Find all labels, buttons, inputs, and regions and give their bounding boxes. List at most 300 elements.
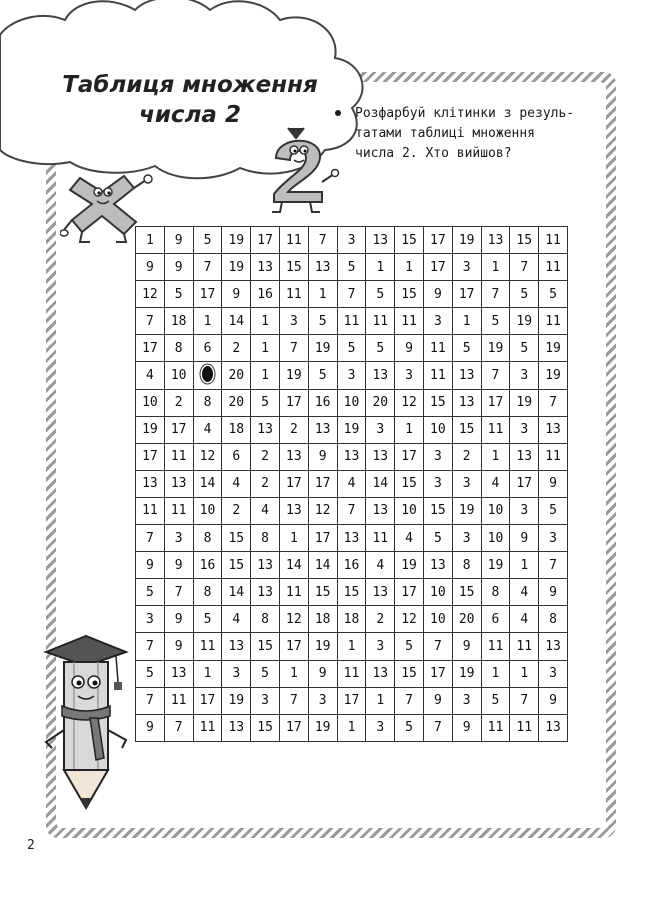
grid-cell[interactable]: 19: [539, 335, 568, 362]
grid-cell[interactable]: 7: [539, 552, 568, 579]
grid-cell[interactable]: 14: [193, 470, 222, 497]
grid-cell[interactable]: 10: [423, 416, 452, 443]
grid-cell[interactable]: 16: [337, 552, 366, 579]
grid-cell[interactable]: 3: [222, 660, 251, 687]
grid-cell[interactable]: 13: [510, 443, 539, 470]
grid-cell[interactable]: 7: [481, 362, 510, 389]
grid-cell[interactable]: 16: [251, 281, 280, 308]
grid-cell[interactable]: 15: [222, 552, 251, 579]
grid-cell[interactable]: 9: [308, 660, 337, 687]
grid-cell[interactable]: 3: [251, 687, 280, 714]
grid-cell[interactable]: 17: [193, 281, 222, 308]
grid-cell[interactable]: 8: [193, 525, 222, 552]
grid-cell[interactable]: 14: [308, 552, 337, 579]
grid-cell[interactable]: 11: [279, 579, 308, 606]
grid-cell[interactable]: 4: [251, 497, 280, 524]
grid-cell[interactable]: 17: [423, 660, 452, 687]
grid-cell[interactable]: 9: [452, 714, 481, 741]
grid-cell[interactable]: 13: [279, 443, 308, 470]
grid-cell[interactable]: 7: [164, 714, 193, 741]
grid-cell[interactable]: 8: [251, 606, 280, 633]
grid-row: [136, 525, 568, 552]
grid-cell[interactable]: 1: [452, 308, 481, 335]
grid-cell[interactable]: 9: [452, 633, 481, 660]
grid-cell[interactable]: 5: [366, 281, 395, 308]
grid-cell[interactable]: 9: [136, 552, 165, 579]
grid-cell[interactable]: 20: [222, 362, 251, 389]
grid-row: [136, 308, 568, 335]
grid-cell[interactable]: 11: [539, 443, 568, 470]
grid-cell[interactable]: 20: [366, 389, 395, 416]
grid-cell[interactable]: 5: [136, 660, 165, 687]
grid-cell[interactable]: 9: [539, 470, 568, 497]
grid-cell[interactable]: 13: [136, 470, 165, 497]
grid-cell[interactable]: 19: [136, 416, 165, 443]
grid-cell[interactable]: 19: [510, 389, 539, 416]
grid-cell[interactable]: 6: [481, 606, 510, 633]
grid-cell[interactable]: 19: [481, 335, 510, 362]
grid-cell[interactable]: 11: [481, 416, 510, 443]
grid-cell[interactable]: 11: [481, 714, 510, 741]
grid-cell[interactable]: 9: [136, 254, 165, 281]
grid-cell[interactable]: 17: [279, 714, 308, 741]
grid-cell[interactable]: 4: [222, 606, 251, 633]
grid-cell[interactable]: 2: [452, 443, 481, 470]
grid-cell[interactable]: 11: [164, 443, 193, 470]
grid-cell[interactable]: 2: [251, 443, 280, 470]
grid-cell[interactable]: 12: [279, 606, 308, 633]
grid-cell[interactable]: 4: [510, 579, 539, 606]
pencil-graduate-character-icon: [38, 630, 133, 820]
grid-cell[interactable]: 19: [308, 335, 337, 362]
grid-cell[interactable]: 13: [423, 552, 452, 579]
grid-cell[interactable]: 15: [395, 470, 424, 497]
grid-cell[interactable]: 10: [136, 389, 165, 416]
grid-cell[interactable]: 15: [423, 497, 452, 524]
grid-cell[interactable]: 11: [423, 335, 452, 362]
grid-cell[interactable]: 13: [222, 714, 251, 741]
grid-cell[interactable]: 17: [395, 443, 424, 470]
grid-cell[interactable]: 5: [539, 497, 568, 524]
grid-cell[interactable]: 17: [423, 227, 452, 254]
grid-cell[interactable]: 13: [539, 416, 568, 443]
grid-cell[interactable]: 15: [395, 227, 424, 254]
grid-cell[interactable]: 15: [395, 281, 424, 308]
grid-cell[interactable]: 17: [279, 389, 308, 416]
grid-cell[interactable]: 1: [251, 362, 280, 389]
grid-cell[interactable]: 11: [279, 227, 308, 254]
grid-cell[interactable]: 8: [452, 552, 481, 579]
grid-cell[interactable]: 15: [395, 660, 424, 687]
grid-cell[interactable]: 13: [539, 714, 568, 741]
grid-cell-filled[interactable]: [193, 362, 222, 389]
grid-cell[interactable]: 17: [136, 443, 165, 470]
grid-cell[interactable]: 4: [395, 525, 424, 552]
grid-cell[interactable]: 4: [337, 470, 366, 497]
grid-cell[interactable]: 9: [222, 281, 251, 308]
grid-cell[interactable]: 11: [423, 362, 452, 389]
grid-cell[interactable]: 5: [366, 335, 395, 362]
grid-cell[interactable]: 2: [222, 335, 251, 362]
grid-cell[interactable]: 3: [423, 308, 452, 335]
grid-cell[interactable]: 4: [366, 552, 395, 579]
grid-cell[interactable]: 7: [337, 497, 366, 524]
grid-cell[interactable]: 19: [279, 362, 308, 389]
grid-cell[interactable]: 7: [308, 227, 337, 254]
grid-cell[interactable]: 13: [366, 362, 395, 389]
grid-cell[interactable]: 19: [510, 308, 539, 335]
grid-cell[interactable]: 3: [510, 497, 539, 524]
grid-cell[interactable]: 7: [510, 254, 539, 281]
grid-cell[interactable]: 11: [193, 714, 222, 741]
grid-cell[interactable]: 5: [337, 254, 366, 281]
grid-cell[interactable]: 17: [193, 687, 222, 714]
grid-cell[interactable]: 7: [193, 254, 222, 281]
grid-cell[interactable]: 13: [539, 633, 568, 660]
grid-cell[interactable]: 14: [222, 579, 251, 606]
grid-cell[interactable]: 13: [481, 227, 510, 254]
instruction-line-3: числа 2. Хто вийшов?: [355, 146, 512, 161]
grid-cell[interactable]: 2: [164, 389, 193, 416]
grid-cell[interactable]: 19: [308, 714, 337, 741]
grid-row: [136, 227, 568, 254]
grid-cell[interactable]: 3: [452, 470, 481, 497]
grid-cell[interactable]: 5: [136, 579, 165, 606]
grid-cell[interactable]: 1: [366, 687, 395, 714]
grid-cell[interactable]: 7: [164, 579, 193, 606]
grid-cell[interactable]: 4: [136, 362, 165, 389]
grid-cell[interactable]: 9: [423, 281, 452, 308]
grid-cell[interactable]: 16: [193, 552, 222, 579]
grid-cell[interactable]: 3: [539, 660, 568, 687]
grid-cell[interactable]: 9: [308, 443, 337, 470]
grid-cell[interactable]: 10: [337, 389, 366, 416]
grid-cell[interactable]: 3: [452, 254, 481, 281]
grid-cell[interactable]: 17: [395, 579, 424, 606]
grid-cell[interactable]: 5: [193, 227, 222, 254]
grid-cell[interactable]: 17: [136, 335, 165, 362]
grid-cell[interactable]: 3: [510, 416, 539, 443]
grid-cell[interactable]: 17: [308, 525, 337, 552]
grid-cell[interactable]: 11: [193, 633, 222, 660]
grid-cell[interactable]: 9: [164, 227, 193, 254]
grid-cell[interactable]: 1: [395, 254, 424, 281]
grid-cell[interactable]: 11: [510, 714, 539, 741]
grid-cell[interactable]: 1: [251, 308, 280, 335]
grid-cell[interactable]: 13: [279, 497, 308, 524]
grid-cell[interactable]: 3: [423, 443, 452, 470]
grid-cell[interactable]: 17: [164, 416, 193, 443]
grid-cell[interactable]: 2: [366, 606, 395, 633]
grid-cell[interactable]: 7: [136, 687, 165, 714]
grid-cell[interactable]: 1: [481, 254, 510, 281]
grid-cell[interactable]: 8: [164, 335, 193, 362]
grid-cell[interactable]: 1: [279, 525, 308, 552]
grid-cell[interactable]: 5: [251, 660, 280, 687]
grid-cell[interactable]: 7: [423, 633, 452, 660]
grid-cell[interactable]: 15: [452, 579, 481, 606]
grid-cell[interactable]: 11: [481, 633, 510, 660]
grid-cell[interactable]: 11: [337, 660, 366, 687]
grid-cell[interactable]: 20: [452, 606, 481, 633]
grid-cell[interactable]: 19: [395, 552, 424, 579]
grid-cell[interactable]: 17: [423, 254, 452, 281]
grid-cell[interactable]: 9: [395, 335, 424, 362]
grid-cell[interactable]: 11: [395, 308, 424, 335]
grid-cell[interactable]: 12: [395, 389, 424, 416]
grid-cell[interactable]: 15: [337, 579, 366, 606]
grid-cell[interactable]: 11: [279, 281, 308, 308]
grid-cell[interactable]: 17: [510, 470, 539, 497]
grid-cell[interactable]: 14: [366, 470, 395, 497]
grid-cell[interactable]: 15: [279, 254, 308, 281]
grid-cell[interactable]: 18: [164, 308, 193, 335]
grid-cell[interactable]: 10: [423, 579, 452, 606]
grid-cell[interactable]: 7: [337, 281, 366, 308]
grid-cell[interactable]: 1: [136, 227, 165, 254]
grid-cell[interactable]: 1: [510, 552, 539, 579]
grid-cell[interactable]: 8: [193, 579, 222, 606]
grid-cell[interactable]: 13: [164, 470, 193, 497]
grid-cell[interactable]: 6: [193, 335, 222, 362]
grid-cell[interactable]: 17: [481, 389, 510, 416]
grid-cell[interactable]: 20: [222, 389, 251, 416]
grid-cell[interactable]: 11: [539, 254, 568, 281]
grid-cell[interactable]: 5: [308, 362, 337, 389]
grid-cell[interactable]: 19: [452, 497, 481, 524]
grid-cell[interactable]: 14: [279, 552, 308, 579]
grid-cell[interactable]: 10: [481, 525, 510, 552]
grid-cell[interactable]: 2: [279, 416, 308, 443]
grid-cell[interactable]: 2: [251, 470, 280, 497]
grid-cell[interactable]: 13: [452, 362, 481, 389]
grid-cell[interactable]: 17: [251, 227, 280, 254]
grid-cell[interactable]: 8: [539, 606, 568, 633]
grid-cell[interactable]: 2: [222, 497, 251, 524]
grid-cell[interactable]: 5: [164, 281, 193, 308]
grid-cell[interactable]: 1: [366, 254, 395, 281]
grid-cell[interactable]: 9: [164, 606, 193, 633]
grid-cell[interactable]: 7: [136, 525, 165, 552]
grid-cell[interactable]: 12: [395, 606, 424, 633]
grid-cell[interactable]: 3: [279, 308, 308, 335]
grid-cell[interactable]: 7: [136, 633, 165, 660]
filled-dot-icon: [202, 366, 213, 382]
grid-cell[interactable]: 13: [366, 497, 395, 524]
grid-cell[interactable]: 3: [366, 633, 395, 660]
grid-cell[interactable]: 19: [308, 633, 337, 660]
grid-cell[interactable]: 17: [308, 470, 337, 497]
grid-cell[interactable]: 15: [308, 579, 337, 606]
grid-cell[interactable]: 13: [452, 389, 481, 416]
grid-cell[interactable]: 11: [164, 497, 193, 524]
grid-cell[interactable]: 8: [481, 579, 510, 606]
grid-cell[interactable]: 3: [308, 687, 337, 714]
grid-cell[interactable]: 7: [481, 281, 510, 308]
grid-cell[interactable]: 18: [308, 606, 337, 633]
grid-cell[interactable]: 7: [279, 687, 308, 714]
grid-cell[interactable]: 11: [539, 227, 568, 254]
grid-cell[interactable]: 5: [193, 606, 222, 633]
grid-cell[interactable]: 5: [452, 335, 481, 362]
grid-cell[interactable]: 13: [366, 579, 395, 606]
grid-cell[interactable]: 9: [539, 579, 568, 606]
grid-cell[interactable]: 10: [164, 362, 193, 389]
grid-cell[interactable]: 1: [308, 281, 337, 308]
grid-cell[interactable]: 19: [337, 416, 366, 443]
grid-cell[interactable]: 9: [164, 254, 193, 281]
grid-cell[interactable]: 4: [510, 606, 539, 633]
grid-cell[interactable]: 19: [539, 362, 568, 389]
grid-cell[interactable]: 14: [222, 308, 251, 335]
grid-cell[interactable]: 11: [510, 633, 539, 660]
grid-cell[interactable]: 13: [308, 254, 337, 281]
grid-cell[interactable]: 13: [251, 579, 280, 606]
grid-cell[interactable]: 15: [222, 525, 251, 552]
grid-cell[interactable]: 1: [251, 335, 280, 362]
grid-cell[interactable]: 12: [136, 281, 165, 308]
grid-row: [136, 714, 568, 741]
grid-row: [136, 470, 568, 497]
grid-row: [136, 633, 568, 660]
grid-cell[interactable]: 15: [510, 227, 539, 254]
grid-cell[interactable]: 5: [481, 308, 510, 335]
grid-cell[interactable]: 1: [193, 308, 222, 335]
grid-cell[interactable]: 9: [539, 687, 568, 714]
grid-cell[interactable]: 19: [222, 227, 251, 254]
grid-cell[interactable]: 6: [222, 443, 251, 470]
grid-cell[interactable]: 13: [164, 660, 193, 687]
grid-cell[interactable]: 13: [366, 227, 395, 254]
grid-cell[interactable]: 5: [510, 281, 539, 308]
grid-cell[interactable]: 10: [193, 497, 222, 524]
grid-cell[interactable]: 1: [481, 660, 510, 687]
grid-cell[interactable]: 3: [366, 714, 395, 741]
grid-cell[interactable]: 3: [136, 606, 165, 633]
instruction-line-1: Розфарбуй клітинки з резуль-: [355, 106, 575, 121]
grid-cell[interactable]: 3: [337, 362, 366, 389]
grid-cell[interactable]: 3: [452, 687, 481, 714]
grid-cell[interactable]: 7: [510, 687, 539, 714]
grid-cell[interactable]: 8: [251, 525, 280, 552]
grid-cell[interactable]: 11: [164, 687, 193, 714]
grid-cell[interactable]: 15: [452, 416, 481, 443]
grid-cell[interactable]: 16: [308, 389, 337, 416]
grid-cell[interactable]: 19: [452, 660, 481, 687]
grid-cell[interactable]: 15: [251, 633, 280, 660]
grid-cell[interactable]: 17: [279, 633, 308, 660]
grid-cell[interactable]: 3: [452, 525, 481, 552]
grid-cell[interactable]: 3: [395, 362, 424, 389]
grid-cell[interactable]: 5: [251, 389, 280, 416]
grid-cell[interactable]: 13: [251, 254, 280, 281]
grid-cell[interactable]: 1: [481, 443, 510, 470]
grid-cell[interactable]: 15: [423, 389, 452, 416]
grid-cell[interactable]: 7: [423, 714, 452, 741]
grid-cell[interactable]: 9: [164, 552, 193, 579]
grid-cell[interactable]: 5: [481, 687, 510, 714]
grid-cell[interactable]: 12: [308, 497, 337, 524]
grid-cell[interactable]: 1: [193, 660, 222, 687]
grid-cell[interactable]: 13: [251, 552, 280, 579]
grid-cell[interactable]: 7: [136, 308, 165, 335]
grid-cell[interactable]: 18: [337, 606, 366, 633]
grid-cell[interactable]: 19: [452, 227, 481, 254]
grid-row: [136, 254, 568, 281]
grid-cell[interactable]: 5: [395, 714, 424, 741]
grid-cell[interactable]: 1: [510, 660, 539, 687]
grid-cell[interactable]: 5: [423, 525, 452, 552]
grid-row: [136, 606, 568, 633]
grid-cell[interactable]: 15: [251, 714, 280, 741]
grid-cell[interactable]: 13: [337, 443, 366, 470]
grid-cell[interactable]: 11: [366, 308, 395, 335]
grid-cell[interactable]: 19: [222, 254, 251, 281]
grid-cell[interactable]: 13: [366, 660, 395, 687]
grid-cell[interactable]: 3: [366, 416, 395, 443]
grid-cell[interactable]: 13: [251, 416, 280, 443]
grid-cell[interactable]: 11: [366, 525, 395, 552]
grid-cell[interactable]: 5: [337, 335, 366, 362]
grid-cell[interactable]: 3: [539, 525, 568, 552]
grid-cell[interactable]: 19: [481, 552, 510, 579]
grid-cell[interactable]: 17: [337, 687, 366, 714]
grid-cell[interactable]: 8: [193, 389, 222, 416]
grid-cell[interactable]: 17: [279, 470, 308, 497]
grid-row: [136, 660, 568, 687]
grid-cell[interactable]: 13: [366, 443, 395, 470]
grid-cell[interactable]: 7: [279, 335, 308, 362]
grid-cell[interactable]: 3: [423, 470, 452, 497]
grid-cell[interactable]: 1: [279, 660, 308, 687]
grid-cell[interactable]: 4: [481, 470, 510, 497]
grid-cell[interactable]: 9: [510, 525, 539, 552]
grid-cell[interactable]: 17: [452, 281, 481, 308]
grid-cell[interactable]: 7: [539, 389, 568, 416]
grid-cell[interactable]: 19: [222, 687, 251, 714]
grid-cell[interactable]: 9: [164, 633, 193, 660]
grid-cell[interactable]: 5: [308, 308, 337, 335]
grid-cell[interactable]: 11: [136, 497, 165, 524]
instruction-text: [343, 104, 605, 164]
grid-cell[interactable]: 18: [222, 416, 251, 443]
grid-cell[interactable]: 7: [395, 687, 424, 714]
grid-cell[interactable]: 3: [337, 227, 366, 254]
grid-cell[interactable]: 5: [510, 335, 539, 362]
grid-row: [136, 362, 568, 389]
grid-cell[interactable]: 12: [193, 443, 222, 470]
grid-cell[interactable]: 9: [136, 714, 165, 741]
grid-cell[interactable]: 11: [337, 308, 366, 335]
grid-cell[interactable]: 1: [337, 633, 366, 660]
grid-cell[interactable]: 11: [539, 308, 568, 335]
grid-cell[interactable]: 13: [337, 525, 366, 552]
grid-cell[interactable]: 1: [337, 714, 366, 741]
grid-cell[interactable]: 13: [222, 633, 251, 660]
grid-cell[interactable]: 5: [539, 281, 568, 308]
grid-cell[interactable]: 13: [308, 416, 337, 443]
grid-cell[interactable]: 10: [481, 497, 510, 524]
grid-cell[interactable]: 3: [510, 362, 539, 389]
grid-cell[interactable]: 4: [193, 416, 222, 443]
grid-cell[interactable]: 5: [395, 633, 424, 660]
grid-cell[interactable]: 10: [395, 497, 424, 524]
grid-cell[interactable]: 1: [395, 416, 424, 443]
grid-cell[interactable]: 10: [423, 606, 452, 633]
grid-cell[interactable]: 3: [164, 525, 193, 552]
grid-cell[interactable]: 9: [423, 687, 452, 714]
grid-cell[interactable]: 4: [222, 470, 251, 497]
